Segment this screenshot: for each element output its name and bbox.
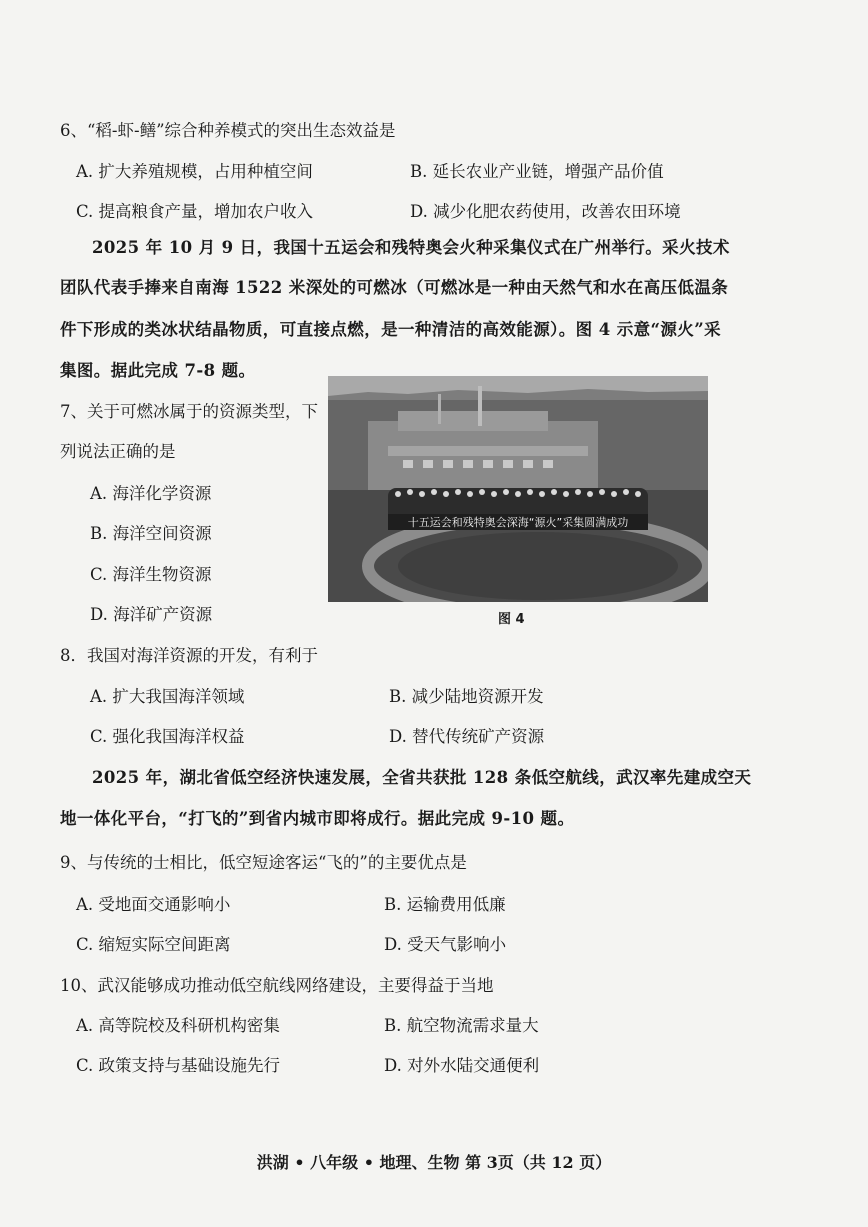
q10-stem: 10、武汉能够成功推动低空航线网络建设，主要得益于当地 [60, 976, 494, 995]
q6-option-b: B. 延长农业产业链，增强产品价值 [410, 162, 664, 181]
page-footer: 洪湖 • 八年级 • 地理、生物 第 3页（共 12 页） [256, 1153, 612, 1172]
passage1-line4: 集图。据此完成 7-8 题。 [60, 361, 256, 380]
q7-stem-line2: 列说法正确的是 [60, 442, 176, 461]
figure-banner-text: 十五运会和残特奥会深海“源火”采集圆满成功 [407, 516, 629, 529]
q7-option-b: B. 海洋空间资源 [90, 524, 212, 543]
q8-option-d: D. 替代传统矿产资源 [389, 727, 545, 746]
q7-option-c: C. 海洋生物资源 [90, 565, 212, 584]
passage1-line1: 2025 年 10 月 9 日，我国十五运会和残特奥会火种采集仪式在广州举行。采火技术 [92, 238, 730, 257]
q10-option-d: D. 对外水陆交通便利 [384, 1056, 540, 1075]
ship-deck-illustration [328, 376, 708, 602]
figure-4-photo [328, 376, 708, 602]
q9-option-b: B. 运输费用低廉 [384, 895, 506, 914]
q7-option-d: D. 海洋矿产资源 [90, 605, 213, 624]
q10-option-b: B. 航空物流需求量大 [384, 1016, 539, 1035]
q8-option-b: B. 减少陆地资源开发 [389, 687, 544, 706]
q9-option-d: D. 受天气影响小 [384, 935, 507, 954]
q6-stem: 6、“稻-虾-鳝”综合种养模式的突出生态效益是 [60, 121, 396, 140]
passage2-line1: 2025 年，湖北省低空经济快速发展，全省共获批 128 条低空航线，武汉率先建成空天 [92, 768, 752, 787]
q8-option-a: A. 扩大我国海洋领域 [90, 687, 245, 706]
q10-option-a: A. 高等院校及科研机构密集 [76, 1016, 280, 1035]
q6-option-d: D. 减少化肥农药使用，改善农田环境 [410, 202, 681, 221]
passage1-line2: 团队代表手捧来自南海 1522 米深处的可燃冰（可燃冰是一种由天然气和水在高压低温条 [60, 278, 729, 297]
q7-option-a: A. 海洋化学资源 [90, 484, 212, 503]
q8-option-c: C. 强化我国海洋权益 [90, 727, 245, 746]
q9-option-a: A. 受地面交通影响小 [76, 895, 231, 914]
q7-stem-line1: 7、关于可燃冰属于的资源类型，下 [60, 402, 318, 421]
q6-option-c: C. 提高粮食产量，增加农户收入 [76, 202, 314, 221]
passage2-line2: 地一体化平台，“打飞的”到省内城市即将成行。据此完成 9-10 题。 [60, 809, 575, 828]
passage1-line3: 件下形成的类冰状结晶物质，可直接点燃，是一种清洁的高效能源）。图 4 示意“源火”采 [60, 320, 722, 339]
q6-option-a: A. 扩大养殖规模，占用种植空间 [76, 162, 313, 181]
figure-4-caption: 图 4 [498, 612, 525, 627]
q10-option-c: C. 政策支持与基础设施先行 [76, 1056, 281, 1075]
q8-stem: 8．我国对海洋资源的开发，有利于 [60, 646, 318, 665]
q9-stem: 9、与传统的士相比，低空短途客运“飞的”的主要优点是 [60, 853, 467, 872]
q9-option-c: C. 缩短实际空间距离 [76, 935, 231, 954]
